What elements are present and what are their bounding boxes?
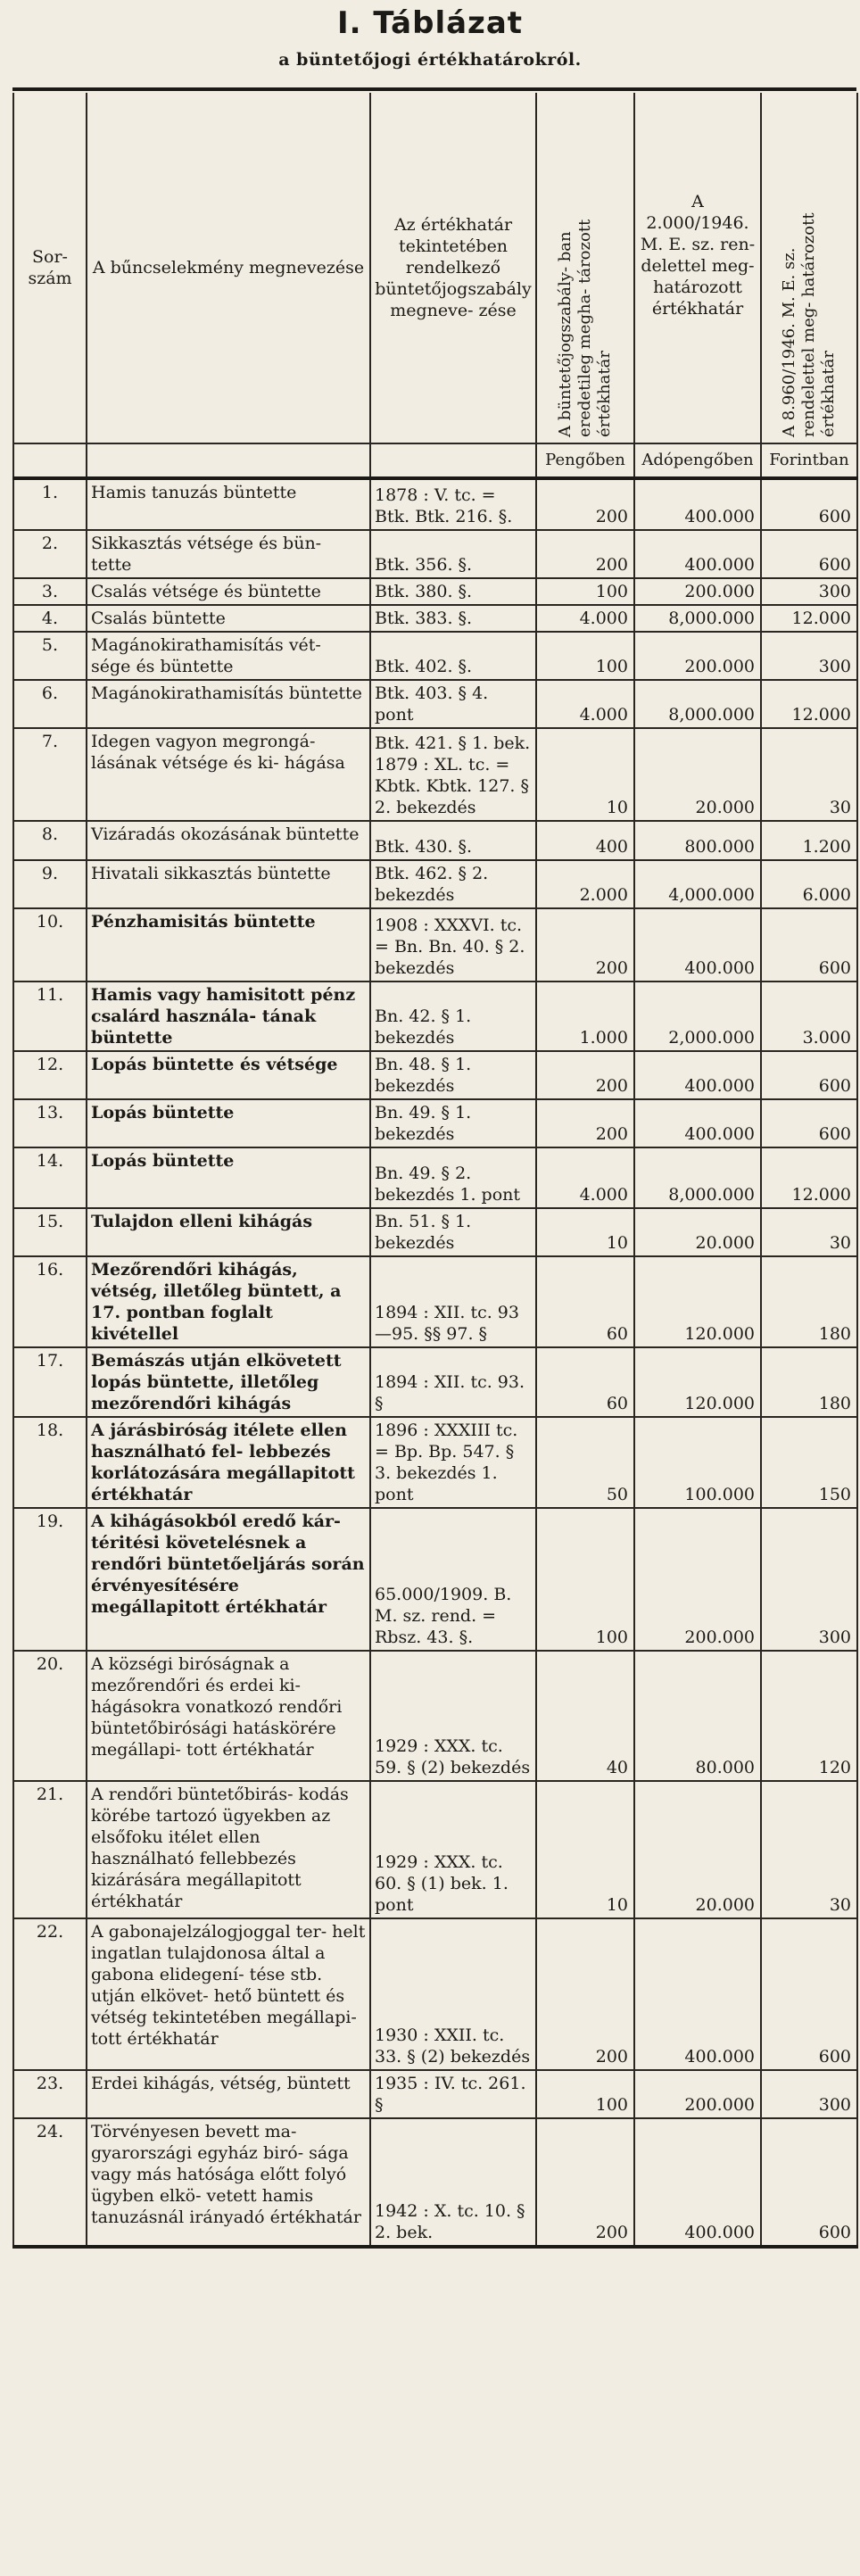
value-adopengo: 400.000 [634, 2118, 761, 2247]
row-number: 20. [13, 1651, 87, 1781]
legal-reference: Bn. 49. § 1. bekezdés [370, 1099, 536, 1147]
legal-reference: 1896 : XXXIII tc. = Bp. Bp. 547. § 3. bekezdés 1. pont [370, 1417, 536, 1508]
value-forint: 30 [761, 728, 857, 821]
table-row [13, 478, 857, 530]
offense-name: Hamis tanuzás büntette [87, 478, 370, 530]
row-number: 5. [13, 632, 87, 680]
offense-name: Magánokirathamisítás vét- sége és büntette [87, 632, 370, 680]
header-sorszam: Sor- szám [13, 93, 87, 443]
value-forint: 12.000 [761, 605, 857, 632]
offense-name: A községi biróságnak a mezőrendőri és erdei ki- hágásokra vonatkozó rendőri büntetőbirósági hatáskörére megállapi- tott értékhatár [87, 1651, 370, 1781]
offense-name: Lopás büntette és vétsége [87, 1051, 370, 1099]
offense-name: Mezőrendőri kihágás, vétség, illetőleg büntett, a 17. pontban foglalt kivétellel [87, 1256, 370, 1347]
header-jogszabaly: Az értékhatár tekintetében rendelkező büntetőjogszabály megneve- zése [370, 93, 536, 443]
value-adopengo: 2,000.000 [634, 982, 761, 1051]
table-row [13, 1508, 857, 1651]
header-ado-threshold: A 2.000/1946. M. E. sz. ren- delettel meg- határozott értékhatár [634, 93, 761, 443]
row-number: 4. [13, 605, 87, 632]
value-adopengo: 20.000 [634, 1208, 761, 1256]
legal-reference: Btk. 402. §. [370, 632, 536, 680]
table-row [13, 2070, 857, 2118]
value-forint: 600 [761, 1918, 857, 2070]
table-title: I. Táblázat [336, 5, 524, 41]
row-number: 14. [13, 1147, 87, 1208]
value-forint: 12.000 [761, 1147, 857, 1208]
value-adopengo: 400.000 [634, 530, 761, 578]
table-row [13, 632, 857, 680]
legal-reference: Bn. 42. § 1. bekezdés [370, 982, 536, 1051]
unit-ado: Adópengőben [634, 443, 761, 478]
value-forint: 600 [761, 908, 857, 982]
legal-reference: 1930 : XXII. tc. 33. § (2) bekezdés [370, 1918, 536, 2070]
table-row [13, 1051, 857, 1099]
value-forint: 300 [761, 632, 857, 680]
offense-name: A gabonajelzálogjoggal ter- helt ingatlan tulajdonosa által a gabona elidegení- tése stb. utján elkövet- hető büntett és vétség tekintetében megállapi- tott értékhatár [87, 1918, 370, 2070]
value-forint: 600 [761, 2118, 857, 2247]
offense-name: Csalás vétsége és büntette [87, 578, 370, 605]
value-forint: 6.000 [761, 860, 857, 908]
value-forint: 150 [761, 1417, 857, 1508]
row-number: 17. [13, 1347, 87, 1417]
header-forint-threshold [761, 93, 857, 443]
value-penge: 200 [536, 1051, 634, 1099]
value-penge: 200 [536, 2118, 634, 2247]
offense-name: Vizáradás okozásának büntette [87, 821, 370, 860]
table-row [13, 982, 857, 1051]
table-row [13, 1256, 857, 1347]
header-original-threshold [536, 93, 634, 443]
offense-name: Pénzhamisitás büntette [87, 908, 370, 982]
row-number: 10. [13, 908, 87, 982]
offense-name: A rendőri büntetőbirás- kodás körébe tartozó ügyekben az elsőfoku itélet ellen használható fellebbezés kizárására megállapitott értékhatár [87, 1781, 370, 1918]
value-adopengo: 120.000 [634, 1347, 761, 1417]
table-row [13, 2118, 857, 2247]
offense-name: Hamis vagy hamisitott pénz csalárd használa- tának büntette [87, 982, 370, 1051]
value-adopengo: 8,000.000 [634, 680, 761, 728]
table-subtitle: a büntetőjogi értékhatárokról. [278, 50, 582, 70]
value-penge: 60 [536, 1256, 634, 1347]
value-adopengo: 200.000 [634, 632, 761, 680]
offense-name: Sikkasztás vétsége és bün- tette [87, 530, 370, 578]
value-forint: 600 [761, 1051, 857, 1099]
legal-reference: Btk. 383. §. [370, 605, 536, 632]
value-forint: 600 [761, 1099, 857, 1147]
value-forint: 12.000 [761, 680, 857, 728]
value-adopengo: 4,000.000 [634, 860, 761, 908]
legal-reference: Bn. 48. § 1. bekezdés [370, 1051, 536, 1099]
offense-name: Lopás büntette [87, 1099, 370, 1147]
row-number: 19. [13, 1508, 87, 1651]
table-row [13, 1651, 857, 1781]
value-adopengo: 120.000 [634, 1256, 761, 1347]
value-penge: 200 [536, 530, 634, 578]
row-number: 8. [13, 821, 87, 860]
value-forint: 30 [761, 1781, 857, 1918]
value-forint: 180 [761, 1347, 857, 1417]
legal-reference: Bn. 49. § 2. bekezdés 1. pont [370, 1147, 536, 1208]
value-adopengo: 200.000 [634, 2070, 761, 2118]
value-adopengo: 400.000 [634, 908, 761, 982]
row-number: 1. [13, 478, 87, 530]
unit-empty-3 [370, 443, 536, 478]
table-row [13, 1147, 857, 1208]
offense-name: A kihágásokból eredő kár- téritési követelésnek a rendőri büntetőeljárás során érvényesítésére megállapitott értékhatár [87, 1508, 370, 1651]
value-penge: 40 [536, 1651, 634, 1781]
legal-reference: 1929 : XXX. tc. 60. § (1) bek. 1. pont [370, 1781, 536, 1918]
value-penge: 100 [536, 1508, 634, 1651]
value-forint: 3.000 [761, 982, 857, 1051]
value-forint: 180 [761, 1256, 857, 1347]
value-penge: 200 [536, 1099, 634, 1147]
row-number: 9. [13, 860, 87, 908]
header-forint-threshold-text: A 8.960/1946. M. E. sz. rendelettel meg- határozott értékhatár [780, 212, 838, 437]
row-number: 2. [13, 530, 87, 578]
table-row [13, 1099, 857, 1147]
value-forint: 300 [761, 578, 857, 605]
table-row [13, 908, 857, 982]
value-forint: 30 [761, 1208, 857, 1256]
value-adopengo: 400.000 [634, 1918, 761, 2070]
value-forint: 120 [761, 1651, 857, 1781]
row-number: 18. [13, 1417, 87, 1508]
header-megnevezes: A bűncselekmény megnevezése [87, 93, 370, 443]
offense-name: Bemászás utján elkövetett lopás büntette, illetőleg mezőrendőri kihágás [87, 1347, 370, 1417]
legal-reference: 1894 : XII. tc. 93. § [370, 1347, 536, 1417]
value-penge: 4.000 [536, 605, 634, 632]
legal-reference: 1929 : XXX. tc. 59. § (2) bekezdés [370, 1651, 536, 1781]
value-adopengo: 8,000.000 [634, 1147, 761, 1208]
value-penge: 100 [536, 578, 634, 605]
table-row [13, 680, 857, 728]
value-penge: 10 [536, 1208, 634, 1256]
table-row [13, 1417, 857, 1508]
value-adopengo: 200.000 [634, 578, 761, 605]
offense-name: Törvényesen bevett ma- gyarországi egyház biró- sága vagy más hatósága előtt folyó ügyben elkö- vetett hamis tanuzásnál irányadó értékhatár [87, 2118, 370, 2247]
offense-name: Hivatali sikkasztás büntette [87, 860, 370, 908]
value-penge: 200 [536, 1918, 634, 2070]
legal-reference: Btk. 403. § 4. pont [370, 680, 536, 728]
table-body [13, 478, 857, 2247]
value-penge: 4.000 [536, 1147, 634, 1208]
value-adopengo: 20.000 [634, 728, 761, 821]
header-original-threshold-text: A büntetőjogszabály- ban eredetileg megha- tározott értékhatár [556, 219, 614, 437]
value-penge: 10 [536, 1781, 634, 1918]
value-adopengo: 800.000 [634, 821, 761, 860]
value-penge: 200 [536, 478, 634, 530]
table-row [13, 728, 857, 821]
value-penge: 2.000 [536, 860, 634, 908]
value-penge: 200 [536, 908, 634, 982]
value-adopengo: 8,000.000 [634, 605, 761, 632]
legal-reference: 65.000/1909. B. M. sz. rend. = Rbsz. 43. §. [370, 1508, 536, 1651]
value-thresholds-table [12, 93, 858, 2249]
row-number: 11. [13, 982, 87, 1051]
unit-forint: Forintban [761, 443, 857, 478]
legal-reference: Btk. 462. § 2. bekezdés [370, 860, 536, 908]
header-row [13, 93, 857, 443]
unit-penge: Pengőben [536, 443, 634, 478]
value-adopengo: 400.000 [634, 478, 761, 530]
row-number: 22. [13, 1918, 87, 2070]
legal-reference: 1908 : XXXVI. tc. = Bn. Bn. 40. § 2. bekezdés [370, 908, 536, 982]
row-number: 3. [13, 578, 87, 605]
value-penge: 10 [536, 728, 634, 821]
legal-reference: Btk. 430. §. [370, 821, 536, 860]
legal-reference: Bn. 51. § 1. bekezdés [370, 1208, 536, 1256]
top-rule [12, 87, 856, 91]
table-row [13, 1208, 857, 1256]
legal-reference: Btk. 356. §. [370, 530, 536, 578]
value-forint: 1.200 [761, 821, 857, 860]
value-forint: 600 [761, 478, 857, 530]
value-adopengo: 200.000 [634, 1508, 761, 1651]
unit-empty-2 [87, 443, 370, 478]
table-row [13, 821, 857, 860]
table-row [13, 605, 857, 632]
value-penge: 400 [536, 821, 634, 860]
table-row [13, 860, 857, 908]
legal-reference: Btk. 421. § 1. bek. 1879 : XL. tc. = Kbtk. Kbtk. 127. § 2. bekezdés [370, 728, 536, 821]
table-row [13, 578, 857, 605]
value-adopengo: 80.000 [634, 1651, 761, 1781]
offense-name: A járásbiróság itélete ellen használható fel- lebbezés korlátozására megállapitott értékhatár [87, 1417, 370, 1508]
row-number: 21. [13, 1781, 87, 1918]
value-forint: 300 [761, 2070, 857, 2118]
unit-empty-1 [13, 443, 87, 478]
row-number: 24. [13, 2118, 87, 2247]
row-number: 6. [13, 680, 87, 728]
legal-reference: 1878 : V. tc. = Btk. Btk. 216. §. [370, 478, 536, 530]
table-row [13, 530, 857, 578]
table-row [13, 1781, 857, 1918]
value-adopengo: 400.000 [634, 1051, 761, 1099]
table-row [13, 1918, 857, 2070]
value-adopengo: 100.000 [634, 1417, 761, 1508]
legal-reference: 1935 : IV. tc. 261. § [370, 2070, 536, 2118]
offense-name: Erdei kihágás, vétség, büntett [87, 2070, 370, 2118]
value-penge: 60 [536, 1347, 634, 1417]
units-row [13, 443, 857, 478]
legal-reference: Btk. 380. §. [370, 578, 536, 605]
offense-name: Idegen vagyon megrongá- lásának vétsége és ki- hágása [87, 728, 370, 821]
value-penge: 4.000 [536, 680, 634, 728]
legal-reference: 1894 : XII. tc. 93—95. §§ 97. § [370, 1256, 536, 1347]
value-penge: 1.000 [536, 982, 634, 1051]
value-adopengo: 400.000 [634, 1099, 761, 1147]
value-adopengo: 20.000 [634, 1781, 761, 1918]
value-forint: 300 [761, 1508, 857, 1651]
row-number: 13. [13, 1099, 87, 1147]
row-number: 23. [13, 2070, 87, 2118]
table-row [13, 1347, 857, 1417]
offense-name: Lopás büntette [87, 1147, 370, 1208]
value-forint: 600 [761, 530, 857, 578]
row-number: 16. [13, 1256, 87, 1347]
offense-name: Tulajdon elleni kihágás [87, 1208, 370, 1256]
offense-name: Magánokirathamisítás büntette [87, 680, 370, 728]
row-number: 7. [13, 728, 87, 821]
row-number: 15. [13, 1208, 87, 1256]
row-number: 12. [13, 1051, 87, 1099]
offense-name: Csalás büntette [87, 605, 370, 632]
value-penge: 100 [536, 2070, 634, 2118]
value-penge: 50 [536, 1417, 634, 1508]
value-penge: 100 [536, 632, 634, 680]
legal-reference: 1942 : X. tc. 10. § 2. bek. [370, 2118, 536, 2247]
